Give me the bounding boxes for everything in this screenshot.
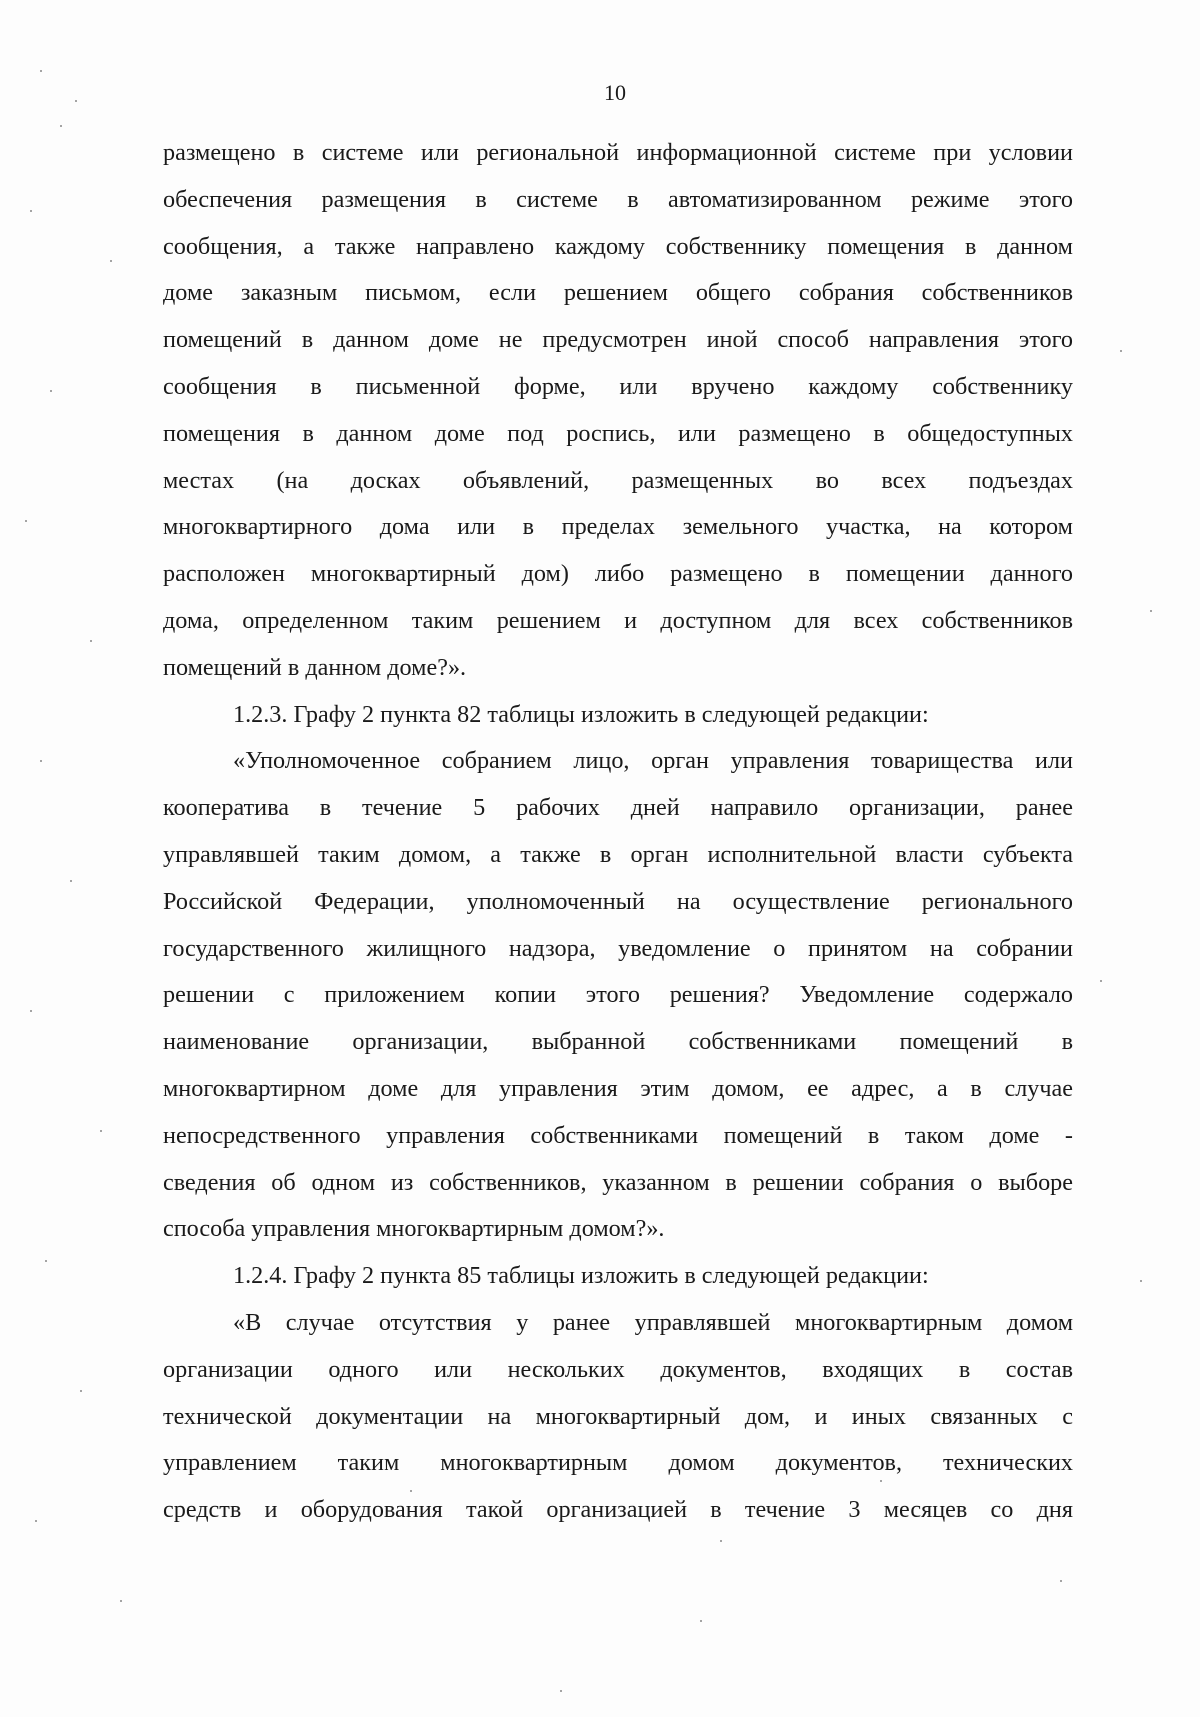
- document-text: [163, 130, 1073, 1534]
- scan-speck: [30, 1010, 32, 1012]
- text-line: государственного жилищного надзора, уведомление о принятом на собрании: [163, 934, 1073, 962]
- scan-speck: [120, 1600, 122, 1602]
- text-line: размещено в системе или региональной информационной системе при условии: [163, 139, 1073, 166]
- text-line: расположен многоквартирный дом) либо размещено в помещении данного: [163, 560, 1073, 588]
- text-line: дома, определенном таким решением и доступном для всех собственников: [163, 606, 1073, 634]
- text-line: Российской Федерации, уполномоченный на осуществление регионального: [163, 887, 1073, 915]
- text-line: управлявшей таким домом, а также в орган исполнительной власти субъекта: [163, 840, 1073, 868]
- scan-speck: [40, 70, 42, 72]
- scan-speck: [880, 1480, 882, 1482]
- scan-speck: [60, 125, 62, 127]
- text-line: сведения об одном из собственников, указанном в решении собрания о выборе: [163, 1168, 1073, 1196]
- text-line: управлением таким многоквартирным домом документов, технических: [163, 1449, 1073, 1477]
- scan-speck: [700, 1620, 702, 1622]
- scan-speck: [25, 520, 27, 522]
- text-line: помещений в данном доме не предусмотрен иной способ направления этого: [163, 326, 1073, 354]
- scan-speck: [410, 1490, 412, 1492]
- text-line: обеспечения размещения в системе в автоматизированном режиме этого: [163, 185, 1073, 213]
- text-line: решении с приложением копии этого решения? Уведомление содержало: [163, 981, 1073, 1009]
- scan-speck: [720, 1540, 722, 1542]
- scan-speck: [1100, 980, 1102, 982]
- text-line: технической документации на многоквартирный дом, и иных связанных с: [163, 1402, 1073, 1430]
- scan-speck: [1150, 610, 1152, 612]
- scan-speck: [45, 1260, 47, 1262]
- text-line: «Уполномоченное собранием лицо, орган управления товарищества или: [233, 747, 1073, 775]
- text-line: средств и оборудования такой организацией в течение 3 месяцев со дня: [163, 1496, 1073, 1524]
- scan-speck: [560, 1690, 562, 1692]
- text-line: местах (на досках объявлений, размещенных во всех подъездах: [163, 466, 1073, 494]
- text-line: сообщения в письменной форме, или вручено каждому собственнику: [163, 372, 1073, 400]
- text-line: 1.2.4. Графу 2 пункта 85 таблицы изложить в следующей редакции:: [233, 1262, 929, 1290]
- scan-speck: [70, 880, 72, 882]
- text-line: помещения в данном доме под роспись, или размещено в общедоступных: [163, 419, 1073, 447]
- text-line: помещений в данном доме?».: [163, 653, 467, 681]
- scan-speck: [1060, 1580, 1062, 1582]
- scan-speck: [1140, 1280, 1142, 1282]
- text-line: многоквартирного дома или в пределах земельного участка, на котором: [163, 513, 1073, 541]
- scan-speck: [75, 100, 77, 102]
- text-line: наименование организации, выбранной собственниками помещений в: [163, 1028, 1073, 1056]
- text-line: 1.2.3. Графу 2 пункта 82 таблицы изложить в следующей редакции:: [233, 700, 929, 728]
- text-line: кооператива в течение 5 рабочих дней направило организации, ранее: [163, 794, 1073, 822]
- text-line: непосредственного управления собственниками помещений в таком доме -: [163, 1121, 1073, 1149]
- scan-speck: [1120, 350, 1122, 352]
- text-line: сообщения, а также направлено каждому собственнику помещения в данном: [163, 232, 1073, 260]
- scan-speck: [50, 390, 52, 392]
- text-line: организации одного или нескольких документов, входящих в состав: [163, 1355, 1073, 1383]
- scan-speck: [80, 1390, 82, 1392]
- scan-speck: [30, 210, 32, 212]
- scan-speck: [35, 1520, 37, 1522]
- page-number: 10: [604, 80, 626, 105]
- scan-speck: [90, 640, 92, 642]
- text-line: «В случае отсутствия у ранее управлявшей многоквартирным домом: [233, 1308, 1073, 1336]
- scan-speck: [110, 260, 112, 262]
- scan-speck: [40, 760, 42, 762]
- scan-speck: [100, 1130, 102, 1132]
- text-line: многоквартирном доме для управления этим домом, ее адрес, а в случае: [163, 1074, 1073, 1102]
- text-line: способа управления многоквартирным домом?».: [163, 1215, 665, 1243]
- text-line: доме заказным письмом, если решением общего собрания собственников: [163, 279, 1073, 307]
